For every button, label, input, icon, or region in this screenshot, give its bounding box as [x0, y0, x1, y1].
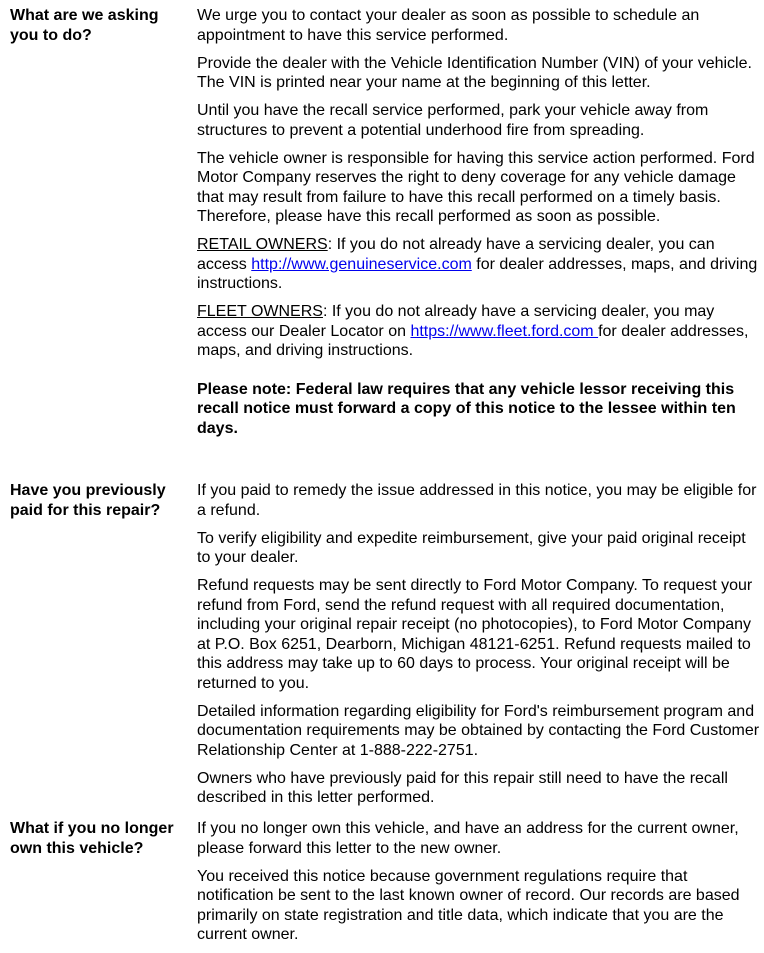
- fleet-owners-label: FLEET OWNERS: [197, 303, 323, 320]
- section-answer: [197, 819, 761, 953]
- fleet-owners-paragraph: [197, 302, 761, 361]
- section-answer: [197, 481, 761, 816]
- section-answer: [197, 6, 761, 447]
- paragraph: The vehicle owner is responsible for having this service action performed. Ford Motor Company reserves the right to deny coverage for any vehicle damage that may result from failure to have this recall performed on a timely basis. Therefore, please have this recall performed as soon as possible.: [197, 149, 755, 225]
- paragraph: You received this notice because government regulations require that notification be sent to the last known owner of record. Our records are based primarily on state registration and title data, which indicate that you are the current owner.: [197, 867, 740, 943]
- paragraph: To verify eligibility and expedite reimbursement, give your paid original receipt to your dealer.: [197, 529, 746, 566]
- section-question: Have you previously paid for this repair?: [10, 482, 166, 519]
- paragraph: If you no longer own this vehicle, and have an address for the current owner, please forward this letter to the new owner.: [197, 820, 739, 857]
- retail-owners-paragraph: [197, 235, 761, 294]
- paragraph: Owners who have previously paid for this repair still need to have the recall described in this letter performed.: [197, 769, 728, 806]
- retail-owners-text: : If you do not already have a servicing dealer, you can access: [197, 236, 715, 273]
- retail-owners-label: RETAIL OWNERS: [197, 236, 328, 253]
- paragraph: If you paid to remedy the issue addressed in this notice, you may be eligible for a refund.: [197, 482, 757, 519]
- paragraph: We urge you to contact your dealer as soon as possible to schedule an appointment to have this service performed.: [197, 7, 700, 44]
- section-question: What if you no longer own this vehicle?: [10, 820, 174, 857]
- paragraph: Until you have the recall service performed, park your vehicle away from structures to prevent a potential underhood fire from spreading.: [197, 102, 709, 139]
- paragraph: Provide the dealer with the Vehicle Identification Number (VIN) of your vehicle. The VIN is printed near your name at the beginning of this letter.: [197, 54, 752, 91]
- genuineservice-link[interactable]: http://www.genuineservice.com: [251, 255, 472, 273]
- fleet-owners-text-end: for dealer addresses, maps, and driving instructions.: [197, 322, 749, 359]
- fleet-owners-text: : If you do not already have a servicing dealer, you may access our Dealer Locator on: [197, 303, 715, 340]
- paragraph: Detailed information regarding eligibility for Ford's reimbursement program and documentation requirements may be obtained by contacting the Ford Customer Relationship Center at 1-888-222-2751.: [197, 702, 760, 759]
- retail-owners-text-end: for dealer addresses, maps, and driving instructions.: [197, 255, 758, 292]
- section-question: What are we asking you to do?: [10, 7, 159, 44]
- fleet-ford-link[interactable]: https://www.fleet.ford.com: [410, 322, 599, 340]
- lessor-note: Please note: Federal law requires that any vehicle lessor receiving this recall notice must forward a copy of this notice to the lessee within ten days.: [197, 380, 736, 437]
- paragraph: Refund requests may be sent directly to Ford Motor Company. To request your refund from Ford, send the refund request with all required documentation, including your original repair receipt (no photocopies), to Ford Motor Company at P.O. Box 6251, Dearborn, Michigan 48121-6251. Refund requests mailed to this address may take up to 60 days to process. Your original receipt will be returned to you.: [197, 577, 753, 692]
